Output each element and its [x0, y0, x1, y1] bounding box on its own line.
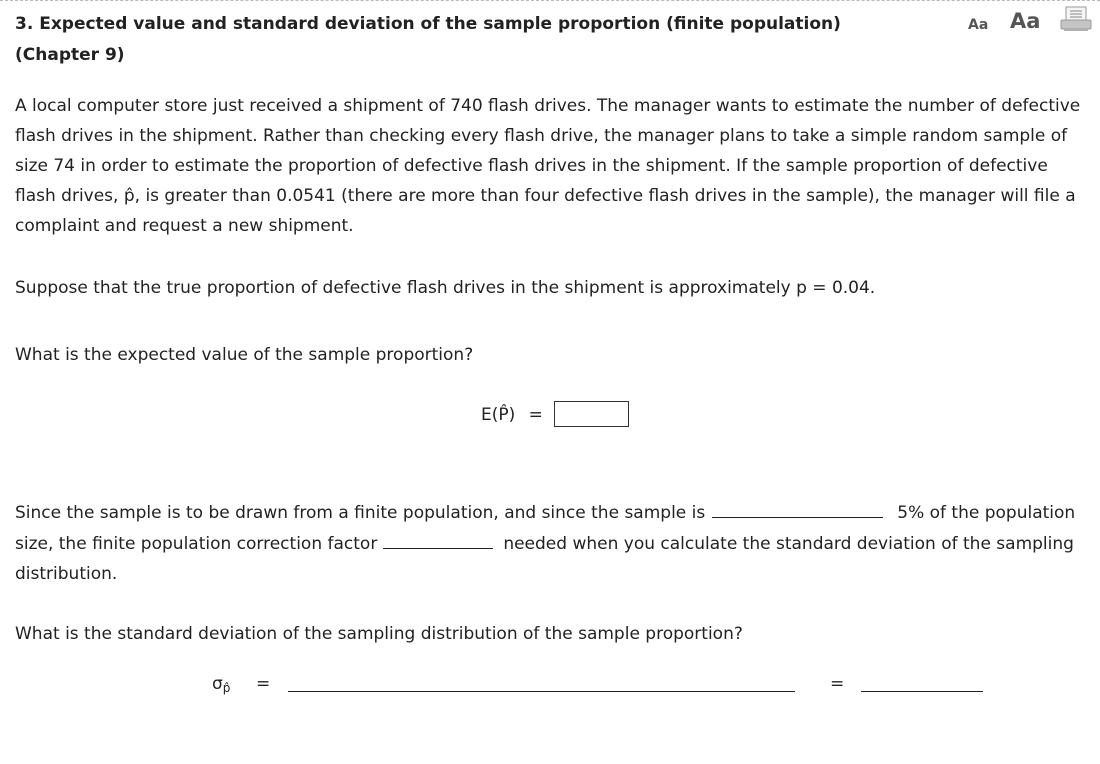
sigma-subscript: p̂ [222, 681, 231, 695]
question-title: 3. Expected value and standard deviation of the sample proportion (finite population) (Chapter 9) [15, 14, 841, 65]
standard-deviation-question: What is the standard deviation of the sampling distribution of the sample proportion? [15, 624, 743, 644]
fpc-needed-dropdown[interactable] [383, 528, 493, 549]
font-size-large-button[interactable]: Aa [1010, 9, 1041, 33]
fpc-statement [15, 497, 1085, 589]
top-divider [0, 0, 1100, 1]
expected-value-input[interactable] [554, 401, 629, 427]
sd-formula-dropdown[interactable] [288, 691, 795, 692]
equals-sign: = [528, 405, 543, 425]
fpc-text-part-1: Since the sample is to be drawn from a finite population, and since the sample is [15, 503, 706, 523]
expected-value-question: What is the expected value of the sample proportion? [15, 345, 474, 365]
expected-value-row [481, 400, 629, 430]
font-size-small-button[interactable]: Aa [968, 17, 989, 33]
printer-icon[interactable] [1060, 6, 1092, 36]
sd-value-dropdown[interactable] [861, 691, 983, 692]
assumption-statement: Suppose that the true proportion of defective flash drives in the shipment is approximately p = 0.04. [15, 278, 876, 298]
fpc-text-part-3: needed when you calculate the standard deviation of the sampling distribution. [15, 534, 1074, 584]
sigma-p-hat-label [212, 669, 230, 700]
fpc-text-part-2: 5% of the population size, the finite population correction factor [15, 503, 1076, 554]
sigma-symbol: σ [212, 674, 223, 694]
expected-value-label: E(P̂) [481, 405, 516, 425]
problem-statement: A local computer store just received a shipment of 740 flash drives. The manager wants to estimate the number of defective flash drives in the shipment. Rather than checking every flash drive, the manager plans to take a simple random sample of size 74 in order to estimate the proportion of defective flash drives in the shipment. If the sample proportion of defective flash drives, p̂, is greater than 0.0541 (there are more than four defective flash drives in the sample), the manager will file a complaint and request a new shipment. [15, 96, 1081, 236]
equals-sign-1: = [256, 674, 271, 694]
sample-size-relation-dropdown[interactable] [712, 497, 883, 518]
equals-sign-2: = [830, 674, 845, 694]
